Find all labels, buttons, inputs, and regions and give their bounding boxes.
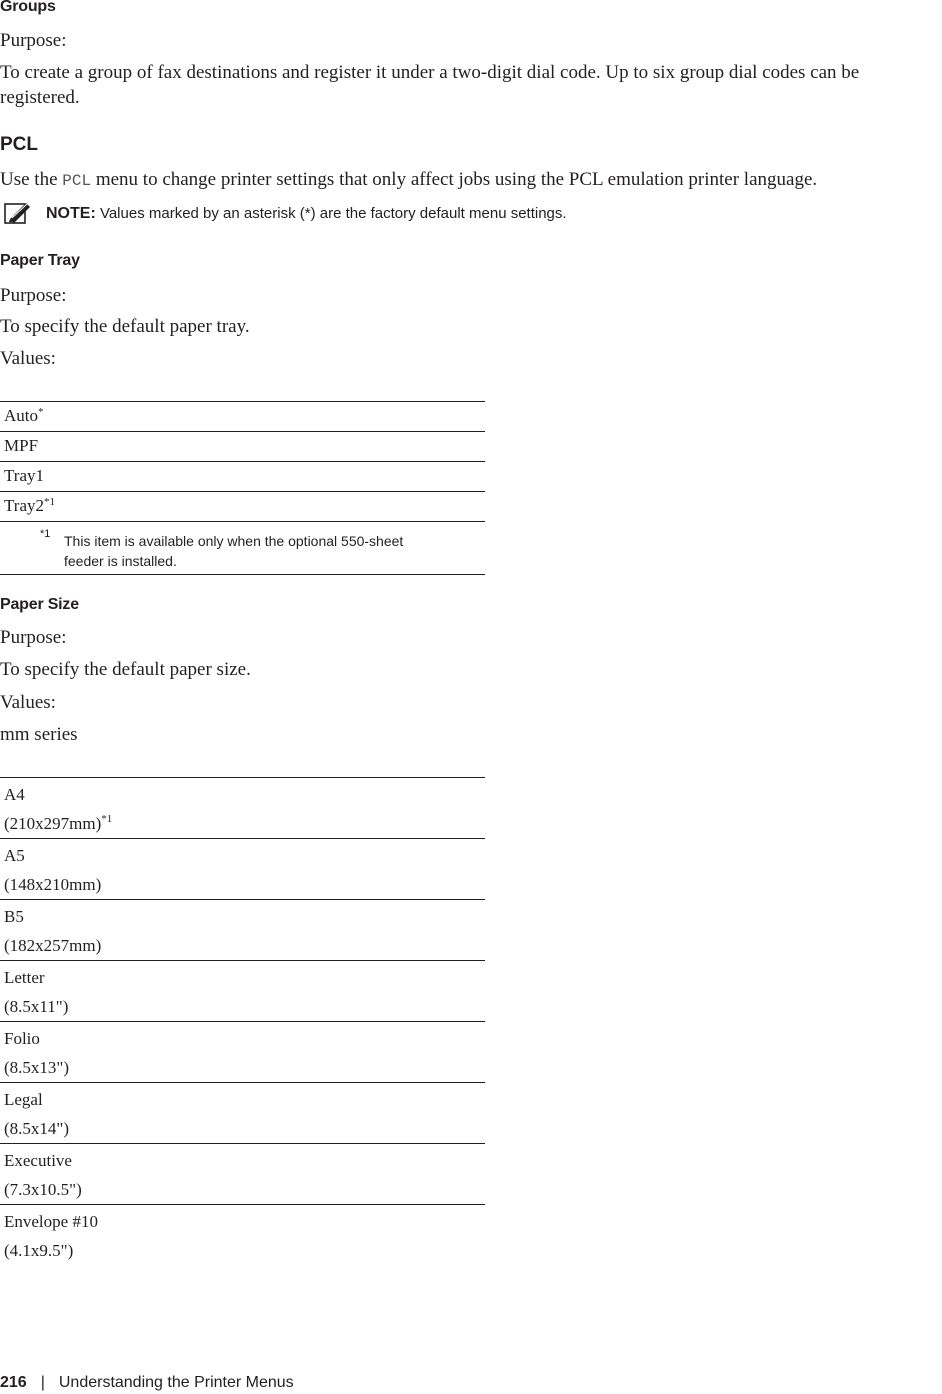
groups-heading: Groups [0, 0, 56, 15]
row-label: Tray1 [4, 466, 44, 485]
table-row [0, 461, 485, 491]
note-text: Values marked by an asterisk (*) are the factory default menu settings. [95, 205, 567, 222]
size-name: Legal [4, 1090, 43, 1109]
size-dims: (148x210mm) [4, 875, 102, 894]
table-row [0, 1143, 485, 1204]
table-row [0, 401, 485, 431]
pcl-heading: PCL [0, 134, 38, 155]
pcl-intro [0, 167, 817, 194]
paper-size-purpose-label: Purpose: [0, 627, 67, 648]
row-label: Tray2 [4, 496, 44, 515]
table-row [0, 431, 485, 461]
size-dims: (7.3x10.5") [4, 1180, 82, 1199]
size-dims: (182x257mm) [4, 936, 102, 955]
paper-size-table [0, 777, 485, 1265]
row-label: MPF [4, 436, 39, 455]
size-dims: (210x297mm) [4, 814, 102, 833]
paper-tray-table [0, 401, 485, 575]
footnote-mark: *1 [40, 528, 51, 540]
footer-section-title: Understanding the Printer Menus [58, 1374, 294, 1391]
paper-tray-values-label: Values: [0, 348, 56, 369]
paper-size-purpose-text: To specify the default paper size. [0, 659, 251, 680]
size-dims: (8.5x14") [4, 1119, 70, 1138]
pcl-note [46, 205, 567, 223]
size-name: B5 [4, 907, 24, 926]
size-name: Executive [4, 1151, 72, 1170]
footnote-text: This item is available only when the optional 550-sheet feeder is installed. [64, 533, 404, 569]
paper-size-series-label: mm series [0, 724, 78, 745]
paper-tray-purpose-label: Purpose: [0, 285, 67, 306]
table-row [0, 1021, 485, 1082]
paper-tray-purpose-text: To specify the default paper tray. [0, 316, 250, 337]
size-dims: (4.1x9.5") [4, 1241, 74, 1260]
size-dims: (8.5x13") [4, 1058, 70, 1077]
page-footer [0, 1374, 294, 1392]
table-row [0, 960, 485, 1021]
row-sup: *1 [44, 496, 55, 508]
note-label: NOTE: [46, 205, 96, 222]
table-row [0, 777, 485, 838]
size-name: Letter [4, 968, 45, 987]
groups-purpose-label: Purpose: [0, 30, 67, 51]
pcl-intro-before: Use the [0, 169, 63, 190]
paper-size-values-label: Values: [0, 692, 56, 713]
pcl-intro-code: PCL [62, 172, 92, 190]
table-row [0, 491, 485, 521]
size-name: A4 [4, 785, 25, 804]
size-name: Folio [4, 1029, 40, 1048]
table-footnote [0, 521, 485, 575]
size-sup: *1 [101, 813, 113, 825]
paper-tray-heading: Paper Tray [0, 252, 80, 269]
table-row [0, 1082, 485, 1143]
size-dims: (8.5x11") [4, 997, 69, 1016]
row-label: Auto [4, 406, 38, 425]
paper-size-heading: Paper Size [0, 596, 79, 613]
pcl-intro-after: menu to change printer settings that only affect jobs using the PCL emulation printer language. [91, 169, 818, 190]
table-row [0, 1204, 485, 1265]
groups-purpose-text: To create a group of fax destinations and register it under a two-digit dial code. Up to six group dial codes can be registered. [0, 62, 860, 108]
table-row [0, 899, 485, 960]
page-number: 216 [0, 1374, 27, 1391]
size-name: A5 [4, 846, 25, 865]
size-name: Envelope #10 [4, 1212, 98, 1231]
table-row [0, 838, 485, 899]
pencil-note-icon [4, 201, 32, 225]
footer-separator: | [40, 1374, 45, 1391]
row-sup: * [38, 406, 44, 418]
